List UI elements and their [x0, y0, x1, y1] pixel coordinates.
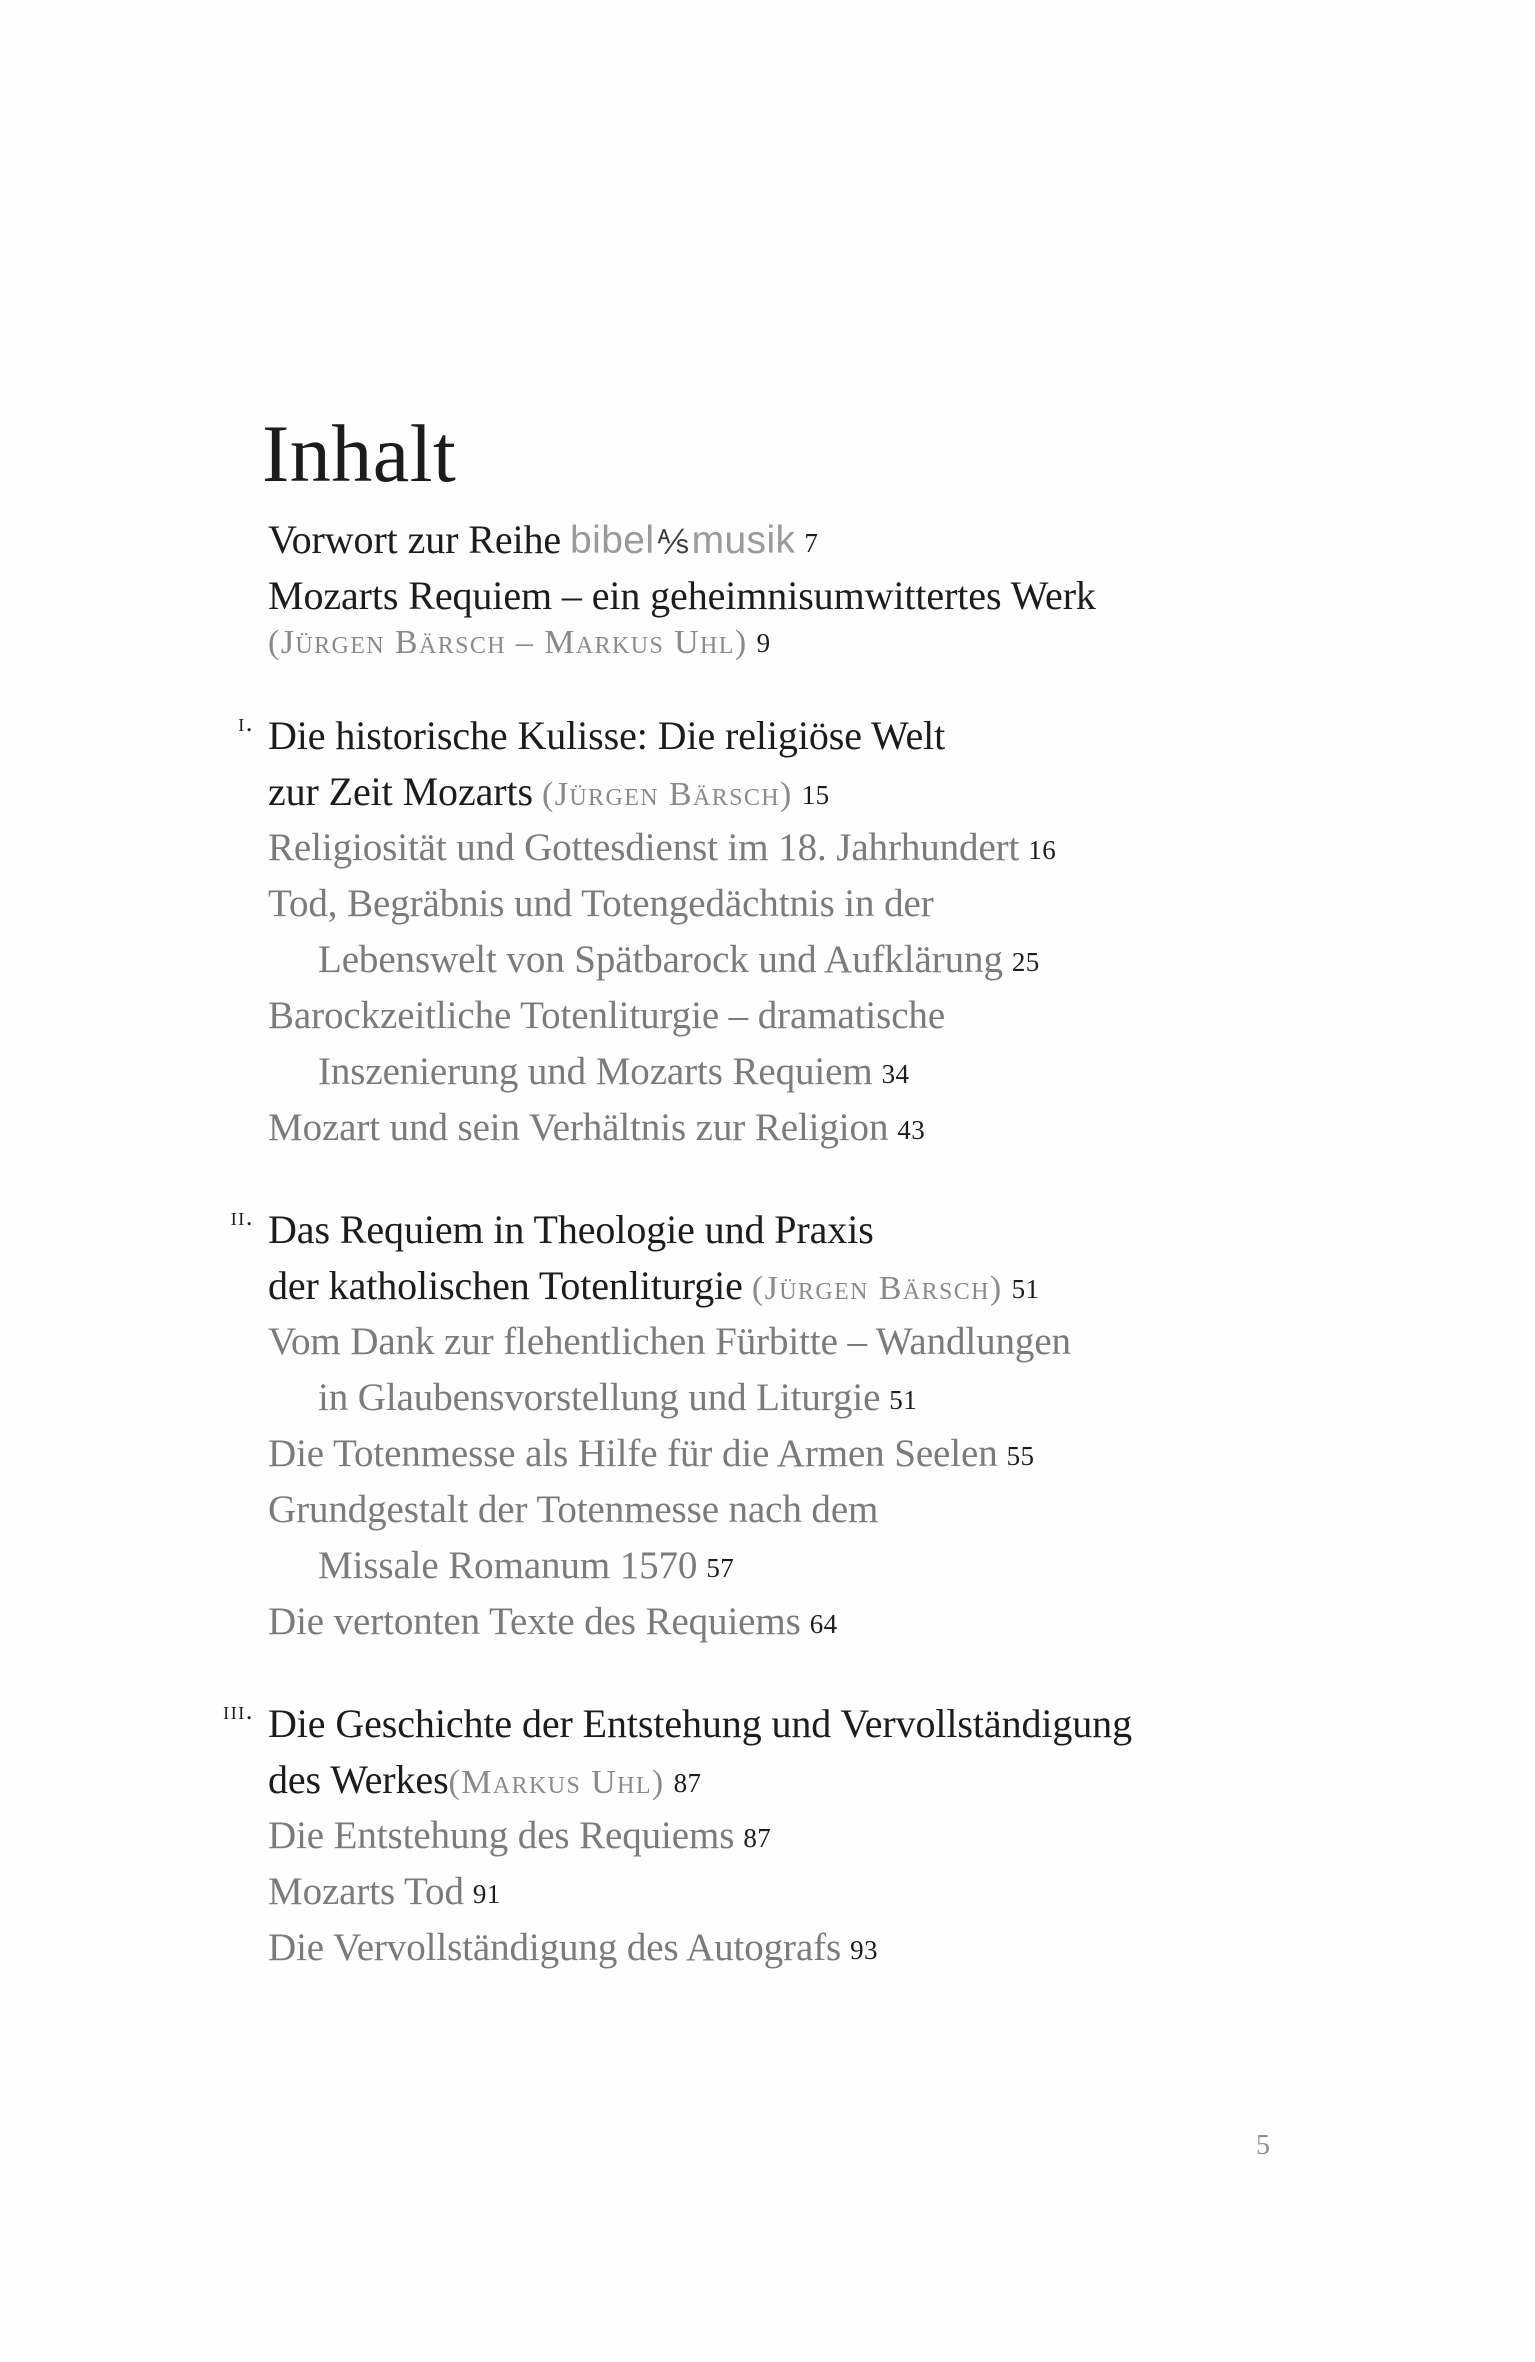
- toc-line[interactable]: [0, 988, 1535, 1044]
- toc-page-number: 25: [1011, 947, 1040, 977]
- toc-line[interactable]: [0, 1482, 1535, 1538]
- toc-page-number: 51: [889, 1385, 918, 1415]
- toc-page-number: 9: [756, 628, 771, 658]
- toc-subentry-title: Missale Romanum 1570: [318, 1544, 698, 1587]
- toc-line[interactable]: [0, 1808, 1535, 1864]
- toc-chapter-numeral: ii.: [230, 1202, 254, 1231]
- toc-page-number: 55: [1006, 1441, 1035, 1471]
- toc-page-number: 51: [1011, 1274, 1040, 1304]
- toc-page-number: 64: [809, 1609, 838, 1639]
- toc-line[interactable]: [0, 568, 1535, 624]
- toc-line[interactable]: [0, 1100, 1535, 1156]
- toc-subentry-title: Inszenierung und Mozarts Requiem: [318, 1050, 873, 1093]
- toc-entry-title: Die Geschichte der Entstehung und Vervollständigung: [268, 1701, 1132, 1746]
- toc-line[interactable]: [0, 1696, 1535, 1752]
- toc-line[interactable]: [0, 1538, 1535, 1594]
- toc-line[interactable]: [0, 1314, 1535, 1370]
- toc-chapter-group: [0, 1202, 1535, 1650]
- toc-page-number: 93: [850, 1935, 878, 1965]
- toc-line[interactable]: [0, 708, 1535, 764]
- toc-line[interactable]: [0, 1594, 1535, 1650]
- toc-line[interactable]: [0, 624, 1535, 662]
- toc-subentry-title: in Glaubensvorstellung und Liturgie: [318, 1376, 881, 1419]
- toc-page-number: 87: [673, 1768, 702, 1798]
- toc-subentry-title: Religiosität und Gottesdienst im 18. Jahrhundert: [268, 826, 1020, 869]
- toc-page-number: 16: [1028, 835, 1057, 865]
- toc-subentry-title: Lebenswelt von Spätbarock und Aufklärung: [318, 938, 1003, 981]
- toc-line[interactable]: [0, 1426, 1535, 1482]
- toc-chapter-group: [0, 708, 1535, 1156]
- toc-subentry-title: Die vertonten Texte des Requiems: [268, 1600, 801, 1643]
- toc-subentry-title: Tod, Begräbnis und Totengedächtnis in der: [268, 882, 934, 925]
- toc-subentry-title: Barockzeitliche Totenliturgie – dramatische: [268, 994, 946, 1037]
- toc-entry-author: (Jürgen Bärsch): [541, 776, 793, 813]
- toc-line[interactable]: [0, 820, 1535, 876]
- toc-entry-title: Mozarts Requiem – ein geheimnisumwittertes Werk: [268, 573, 1096, 618]
- table-of-contents: [0, 512, 1535, 2022]
- toc-line[interactable]: [0, 1258, 1535, 1314]
- toc-entry-title: des Werkes: [268, 1757, 449, 1802]
- page-title: Inhalt: [262, 407, 457, 499]
- toc-line[interactable]: [0, 512, 1535, 568]
- toc-series-name: bibel: [570, 519, 655, 562]
- toc-entry-title: zur Zeit Mozarts: [268, 769, 533, 814]
- toc-page-number: 43: [897, 1115, 926, 1145]
- toc-frontmatter-group: [0, 512, 1535, 662]
- toc-entry-author: (Jürgen Bärsch – Markus Uhl): [268, 624, 748, 661]
- toc-subentry-title: Die Vervollständigung des Autografs: [268, 1926, 842, 1969]
- toc-chapter-group: [0, 1696, 1535, 1976]
- toc-line[interactable]: [0, 1864, 1535, 1920]
- toc-page-number: 87: [743, 1823, 772, 1853]
- toc-line[interactable]: [0, 1920, 1535, 1976]
- page-folio-number: 5: [1256, 2130, 1270, 2161]
- toc-entry-title: Vorwort zur Reihe: [268, 517, 562, 562]
- toc-subentry-title: Mozarts Tod: [268, 1870, 464, 1913]
- toc-line[interactable]: [0, 1202, 1535, 1258]
- toc-line[interactable]: [0, 932, 1535, 988]
- toc-chapter-numeral: i.: [238, 708, 254, 737]
- toc-entry-author: (Jürgen Bärsch): [751, 1270, 1003, 1307]
- toc-subentry-title: Mozart und sein Verhältnis zur Religion: [268, 1106, 889, 1149]
- toc-subentry-title: Die Entstehung des Requiems: [268, 1814, 735, 1857]
- ampersand-icon: ⅍: [657, 523, 689, 560]
- toc-page-number: 91: [472, 1879, 501, 1909]
- toc-entry-author: (Markus Uhl): [448, 1764, 665, 1801]
- toc-page-number: 34: [881, 1059, 910, 1089]
- toc-chapter-numeral: iii.: [223, 1696, 254, 1725]
- toc-subentry-title: Vom Dank zur flehentlichen Fürbitte – Wandlungen: [268, 1320, 1071, 1363]
- toc-line[interactable]: [0, 1370, 1535, 1426]
- toc-subentry-title: Grundgestalt der Totenmesse nach dem: [268, 1488, 879, 1531]
- toc-line[interactable]: [0, 1752, 1535, 1808]
- toc-line[interactable]: [0, 764, 1535, 820]
- toc-entry-title: Die historische Kulisse: Die religiöse Welt: [268, 713, 946, 758]
- toc-entry-title: Das Requiem in Theologie und Praxis: [268, 1207, 874, 1252]
- toc-line[interactable]: [0, 1044, 1535, 1100]
- toc-series-name: musik: [691, 519, 796, 562]
- toc-line[interactable]: [0, 876, 1535, 932]
- toc-page-number: 57: [706, 1553, 735, 1583]
- toc-page-number: 7: [804, 528, 819, 558]
- toc-page-number: 15: [801, 780, 830, 810]
- toc-entry-title: der katholischen Totenliturgie: [268, 1263, 743, 1308]
- toc-subentry-title: Die Totenmesse als Hilfe für die Armen Seelen: [268, 1432, 998, 1475]
